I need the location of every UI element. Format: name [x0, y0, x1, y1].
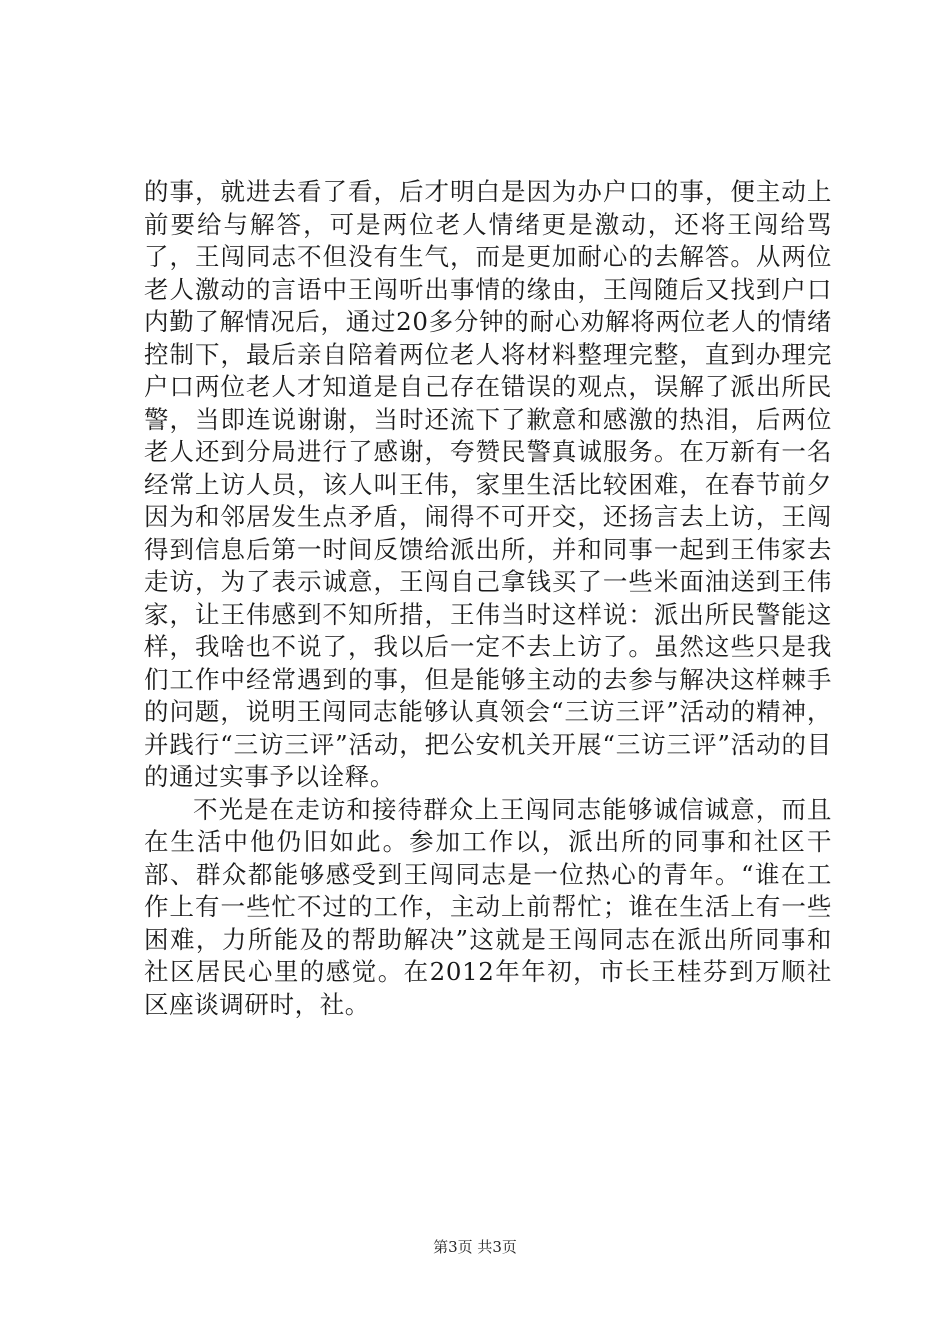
document-body	[144, 176, 832, 1021]
paragraph-1: 的事，就进去看了看，后才明白是因为办户口的事，便主动上前要给与解答，可是两位老人情绪更是激动，还将王闯给骂了，王闯同志不但没有生气，而是更加耐心的去解答。从两位老人激动的言语中王闯听出事情的缘由，王闯随后又找到户口内勤了解情况后，通过20多分钟的耐心劝解将两位老人的情绪控制下，最后亲自陪着两位老人将材料整理完整，直到办理完户口两位老人才知道是自己存在错误的观点，误解了派出所民警，当即连说谢谢，当时还流下了歉意和感激的热泪，后两位老人还到分局进行了感谢，夸赞民警真诚服务。在万新有一名经常上访人员，该人叫王伟，家里生活比较困难，在春节前夕因为和邻居发生点矛盾，闹得不可开交，还扬言去上访，王闯得到信息后第一时间反馈给派出所，并和同事一起到王伟家去走访，为了表示诚意，王闯自己拿钱买了一些米面油送到王伟家，让王伟感到不知所措，王伟当时这样说：派出所民警能这样，我啥也不说了，我以后一定不去上访了。虽然这些只是我们工作中经常遇到的事，但是能够主动的去参与解决这样棘手的问题，说明王闯同志能够认真领会“三访三评”活动的精神，并践行“三访三评”活动，把公安机关开展“三访三评”活动的目的通过实事予以诠释。	[144, 177, 832, 791]
page-footer: 第3页 共3页	[433, 1238, 517, 1256]
paragraph-2: 不光是在走访和接待群众上王闯同志能够诚信诚意，而且在生活中他仍旧如此。参加工作以，派出所的同事和社区干部、群众都能够感受到王闯同志是一位热心的青年。“谁在工作上有一些忙不过的工作，主动上前帮忙；谁在生活上有一些困难，力所能及的帮助解决”这就是王闯同志在派出所同事和社区居民心里的感觉。在2012年年初，市长王桂芬到万顺社区座谈调研时，社。	[144, 794, 832, 1019]
